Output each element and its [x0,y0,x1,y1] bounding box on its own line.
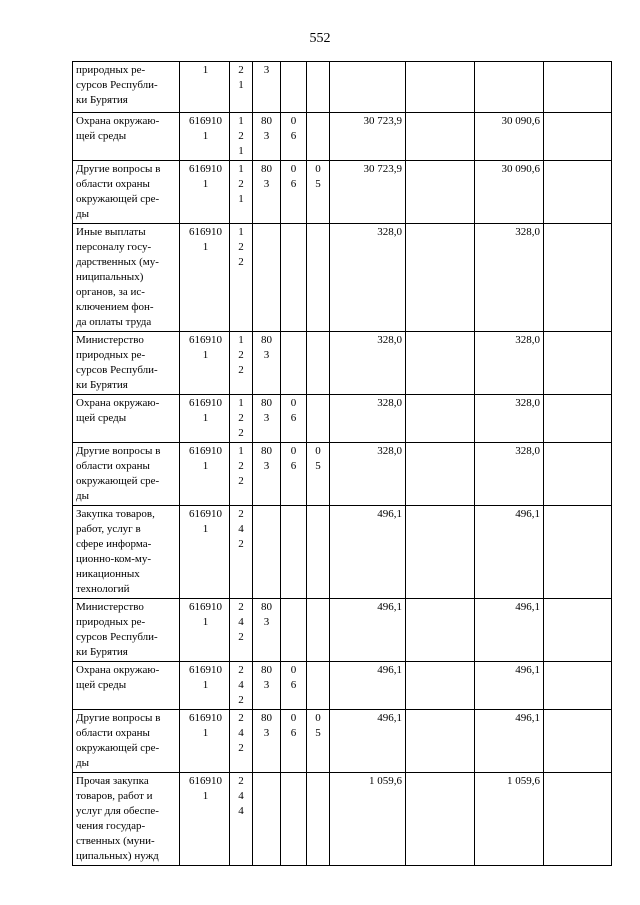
table-row [73,395,612,443]
row-department: 3 [253,62,281,113]
row-name: Прочая закупка товаров, работ и услуг для обеспе- чения государ- ственных (муни- ципальных) нужд [73,773,180,866]
row-department [253,773,281,866]
row-value-4 [544,395,612,443]
row-value-1: 496,1 [330,710,406,773]
row-value-1: 1 059,6 [330,773,406,866]
table-row [73,599,612,662]
row-value-1: 328,0 [330,443,406,506]
row-value-1: 328,0 [330,395,406,443]
row-expense-type: 1 2 1 [230,113,253,161]
row-value-2 [406,332,475,395]
row-department [253,224,281,332]
row-value-2 [406,773,475,866]
row-value-4 [544,161,612,224]
row-value-1: 328,0 [330,224,406,332]
row-value-4 [544,710,612,773]
row-value-3: 496,1 [475,662,544,710]
row-subsection [307,662,330,710]
row-value-2 [406,662,475,710]
row-department: 80 3 [253,161,281,224]
row-expense-type: 1 2 2 [230,224,253,332]
row-expense-type: 2 4 4 [230,773,253,866]
row-name: Министерство природных ре- сурсов Республи- ки Бурятия [73,599,180,662]
row-value-3: 328,0 [475,332,544,395]
row-value-2 [406,443,475,506]
row-subsection [307,506,330,599]
row-value-2 [406,710,475,773]
row-value-3: 328,0 [475,443,544,506]
row-name: природных ре- сурсов Республи- ки Бурятия [73,62,180,113]
row-subsection [307,599,330,662]
row-department: 80 3 [253,599,281,662]
row-value-3 [475,62,544,113]
table-row [73,662,612,710]
row-section: 0 6 [281,395,307,443]
row-value-2 [406,62,475,113]
table-row [73,62,612,113]
row-value-4 [544,599,612,662]
row-subsection [307,332,330,395]
row-value-3: 328,0 [475,224,544,332]
row-expense-type: 1 2 2 [230,443,253,506]
row-name: Другие вопросы в области охраны окружающей сре- ды [73,161,180,224]
row-code: 616910 1 [180,161,230,224]
row-department: 80 3 [253,443,281,506]
row-value-4 [544,443,612,506]
row-subsection [307,395,330,443]
row-value-3: 1 059,6 [475,773,544,866]
row-expense-type: 1 2 1 [230,161,253,224]
row-code: 616910 1 [180,710,230,773]
row-department: 80 3 [253,113,281,161]
row-code: 616910 1 [180,599,230,662]
row-code: 616910 1 [180,224,230,332]
table-row [73,506,612,599]
row-department: 80 3 [253,332,281,395]
table-row [73,224,612,332]
row-value-2 [406,506,475,599]
row-subsection [307,773,330,866]
row-expense-type: 2 4 2 [230,662,253,710]
row-name: Охрана окружаю- щей среды [73,113,180,161]
row-value-1: 30 723,9 [330,161,406,224]
row-department: 80 3 [253,395,281,443]
row-value-2 [406,224,475,332]
row-value-1: 496,1 [330,506,406,599]
row-code: 616910 1 [180,443,230,506]
row-subsection [307,62,330,113]
row-value-3: 30 090,6 [475,161,544,224]
row-value-4 [544,662,612,710]
row-expense-type: 1 2 2 [230,332,253,395]
row-section [281,62,307,113]
row-expense-type: 2 4 2 [230,710,253,773]
row-name: Охрана окружаю- щей среды [73,662,180,710]
row-expense-type: 1 2 2 [230,395,253,443]
row-value-1: 328,0 [330,332,406,395]
row-code: 616910 1 [180,662,230,710]
row-section [281,332,307,395]
row-code: 1 [180,62,230,113]
row-value-2 [406,113,475,161]
table-row [73,161,612,224]
row-section [281,599,307,662]
row-value-3: 496,1 [475,506,544,599]
row-code: 616910 1 [180,773,230,866]
row-value-2 [406,161,475,224]
row-expense-type: 2 4 2 [230,506,253,599]
row-name: Другие вопросы в области охраны окружающей сре- ды [73,443,180,506]
row-subsection: 0 5 [307,161,330,224]
budget-table [72,61,612,866]
row-expense-type: 2 1 [230,62,253,113]
row-section: 0 6 [281,662,307,710]
row-subsection [307,224,330,332]
row-value-4 [544,62,612,113]
table-row [73,443,612,506]
row-section [281,773,307,866]
row-value-4 [544,224,612,332]
row-value-1 [330,62,406,113]
table-row [73,710,612,773]
row-value-3: 328,0 [475,395,544,443]
row-section: 0 6 [281,710,307,773]
row-value-3: 496,1 [475,599,544,662]
row-value-1: 496,1 [330,599,406,662]
table-row [73,773,612,866]
table-row [73,113,612,161]
row-section [281,506,307,599]
row-value-4 [544,113,612,161]
row-value-2 [406,599,475,662]
row-section: 0 6 [281,113,307,161]
row-subsection: 0 5 [307,443,330,506]
row-name: Иные выплаты персоналу госу- дарственных (му- ниципальных) органов, за ис- ключением фон- да оплаты труда [73,224,180,332]
row-section: 0 6 [281,443,307,506]
table-row [73,332,612,395]
table-body [73,62,612,866]
row-value-4 [544,332,612,395]
row-value-1: 30 723,9 [330,113,406,161]
row-value-2 [406,395,475,443]
row-value-1: 496,1 [330,662,406,710]
row-expense-type: 2 4 2 [230,599,253,662]
row-subsection: 0 5 [307,710,330,773]
row-code: 616910 1 [180,113,230,161]
row-name: Охрана окружаю- щей среды [73,395,180,443]
row-name: Министерство природных ре- сурсов Республи- ки Бурятия [73,332,180,395]
row-code: 616910 1 [180,395,230,443]
row-name: Другие вопросы в области охраны окружающей сре- ды [73,710,180,773]
row-value-4 [544,773,612,866]
row-section [281,224,307,332]
row-department [253,506,281,599]
row-code: 616910 1 [180,332,230,395]
row-department: 80 3 [253,662,281,710]
row-value-4 [544,506,612,599]
row-department: 80 3 [253,710,281,773]
row-value-3: 30 090,6 [475,113,544,161]
row-section: 0 6 [281,161,307,224]
row-value-3: 496,1 [475,710,544,773]
row-code: 616910 1 [180,506,230,599]
row-subsection [307,113,330,161]
row-name: Закупка товаров, работ, услуг в сфере информа- ционно-ком-му- никационных технологий [73,506,180,599]
page-number: 552 [309,31,331,46]
